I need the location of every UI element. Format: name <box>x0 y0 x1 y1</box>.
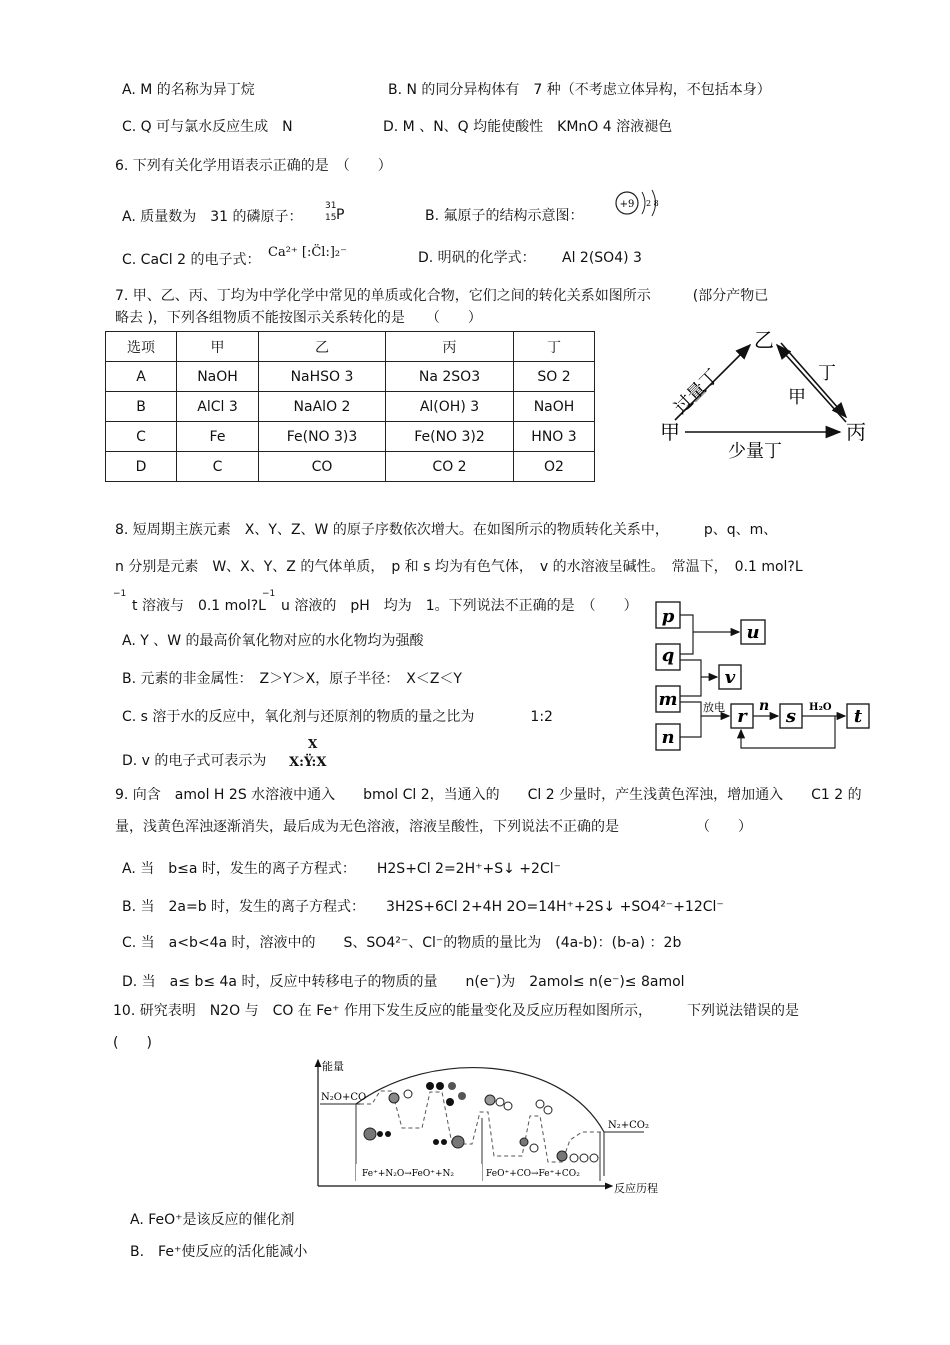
table-header: 丙 <box>386 332 514 362</box>
q9-option-d: D. 当 a≤ b≤ 4a 时，反应中转移电子的物质的量 n(e⁻)为 2amol≤ n(e⁻)≤ 8amol <box>122 974 685 990</box>
q8-superscript: −1 <box>262 589 276 599</box>
q6-cacl2-electron-formula: Ca²⁺ [:C̈l:]₂⁻ <box>268 245 347 260</box>
q5-option-b: B. N 的同分异构体有 7 种（不考虑立体异构，不包括本身） <box>388 82 771 98</box>
table-header-row <box>106 332 595 362</box>
label-end: N₂+CO₂ <box>608 1120 649 1131</box>
label-n-arrow: n <box>759 698 770 714</box>
node-bing: 丙 <box>846 420 866 444</box>
q8-option-d: D. v 的电子式可表示为 <box>122 753 267 769</box>
table-row <box>106 362 595 392</box>
label-h2o: H₂O <box>809 702 832 713</box>
node-m: m <box>658 689 678 710</box>
q9-stem-line1: 9. 向含 amol H 2S 水溶液中通入 bmol Cl 2，当通入的 Cl 2 少量时，产生浅黄色浑浊，增加通入 C1 2 的 <box>115 787 862 803</box>
fluorine-nucleus: +9 <box>619 199 635 210</box>
node-jia: 甲 <box>660 420 680 444</box>
fluorine-atom-diagram <box>612 188 664 222</box>
table-cell: Fe(NO 3)2 <box>386 422 514 452</box>
axis-label-progress: 反应历程 <box>614 1182 658 1195</box>
q5-option-a: A. M 的名称为异丁烷 <box>122 82 255 98</box>
table-cell: CO 2 <box>386 452 514 482</box>
q7-stem-line1: 7. 甲、乙、丙、丁均为中学化学中常见的单质或化合物，它们之间的转化关系如图所示 (部分产物已 <box>115 288 769 304</box>
q5-option-d: D. M 、N、Q 均能使酸性 KMnO 4 溶液褪色 <box>383 119 673 135</box>
molecule-atom <box>389 1093 399 1103</box>
table-cell: Fe(NO 3)3 <box>259 422 386 452</box>
q6-mass-number: 31 <box>325 201 337 211</box>
q8-transformation-diagram <box>653 598 871 756</box>
table-cell: NaAlO 2 <box>259 392 386 422</box>
node-n: n <box>661 727 675 748</box>
q8-superscript: −1 <box>113 589 127 599</box>
q8-option-c: C. s 溶于水的反应中，氧化剂与还原剂的物质的量之比为 1:2 <box>122 709 553 725</box>
q10-energy-diagram <box>312 1056 667 1198</box>
q10-option-b: B. Fe⁺使反应的活化能减小 <box>130 1244 308 1260</box>
q8-stem-line1: 8. 短周期主族元素 X、Y、Z、W 的原子序数依次增大。在如图所示的物质转化关系中， p、q、m、 <box>115 522 778 538</box>
fluorine-shells: 2 8 <box>646 199 659 208</box>
q8-option-b: B. 元素的非金属性： Z＞Y＞X，原子半径： X＜Z＜Y <box>122 671 462 687</box>
q10-option-a: A. FeO⁺是该反应的催化剂 <box>130 1212 295 1228</box>
q6-option-b: B. 氟原子的结构示意图： <box>425 208 584 224</box>
q10-stem-line1: 10. 研究表明 N2O 与 CO 在 Fe⁺ 作用下发生反应的能量变化及反应历程如图所示， 下列说法错误的是 <box>113 1003 799 1019</box>
table-cell: C <box>177 452 259 482</box>
q6-option-a: A. 质量数为 31 的磷原子： <box>122 209 303 225</box>
node-r: r <box>737 706 747 727</box>
q8-v-formula-top: X <box>308 737 318 751</box>
q6-stem: 6. 下列有关化学用语表示正确的是 （ ） <box>115 158 392 174</box>
label-discharge: 放电 <box>703 701 725 714</box>
table-cell: CO <box>259 452 386 482</box>
label-excess-ding: 过量丁 <box>670 365 724 419</box>
label-ding: 丁 <box>818 363 836 384</box>
table-cell: NaHSO 3 <box>259 362 386 392</box>
q6-atomic-number: 15 <box>325 213 337 223</box>
q9-option-b: B. 当 2a=b 时，发生的离子方程式： 3H2S+6Cl 2+4H 2O=14H⁺+2S↓ +SO4²⁻+12Cl⁻ <box>122 899 724 915</box>
table-row <box>106 392 595 422</box>
label-jia-edge: 甲 <box>788 387 806 408</box>
table-header: 选项 <box>106 332 177 362</box>
label-step1: Fe⁺+N₂O→FeO⁺+N₂ <box>362 1169 455 1179</box>
q6-option-d: D. 明矾的化学式： <box>418 250 536 266</box>
table-cell: B <box>106 392 177 422</box>
node-u: u <box>746 622 760 643</box>
table-header: 乙 <box>259 332 386 362</box>
node-q: q <box>661 645 675 666</box>
table-cell: HNO 3 <box>514 422 595 452</box>
table-header: 甲 <box>177 332 259 362</box>
q8-stem-line3: t 溶液与 0.1 mol?L <box>132 598 266 614</box>
table-cell: Fe <box>177 422 259 452</box>
table-cell: NaOH <box>514 392 595 422</box>
table-cell: O2 <box>514 452 595 482</box>
node-t: t <box>853 706 863 727</box>
label-start: N₂O+CO <box>321 1092 367 1103</box>
node-yi: 乙 <box>754 328 774 352</box>
node-p: p <box>661 606 675 627</box>
table-cell: SO 2 <box>514 362 595 392</box>
table-cell: C <box>106 422 177 452</box>
q7-stem-line2: 略去 )，下列各组物质不能按图示关系转化的是 （ ） <box>115 310 482 326</box>
q6-phosphorus-symbol: P <box>336 207 345 223</box>
q8-stem-line3b: u 溶液的 pH 均为 1。下列说法不正确的是 （ ） <box>281 598 638 614</box>
q8-stem-line2: n 分别是元素 W、X、Y、Z 的气体单质， p 和 s 均为有色气体， v 的水溶液呈碱性。 常温下， 0.1 mol?L <box>115 559 803 575</box>
q7-conversion-diagram <box>650 325 880 465</box>
q9-option-c: C. 当 a<b<4a 时，溶液中的 S、SO4²⁻、Cl⁻的物质的量比为 (4a-b)：(b-a) ：2b <box>122 935 682 951</box>
table-row <box>106 452 595 482</box>
table-row <box>106 422 595 452</box>
table-cell: Al(OH) 3 <box>386 392 514 422</box>
node-s: s <box>785 706 797 727</box>
node-v: v <box>724 667 736 688</box>
q10-stem-line2: ( ) <box>113 1035 152 1051</box>
q7-options-table <box>105 331 595 482</box>
table-cell: Na 2SO3 <box>386 362 514 392</box>
label-step2: FeO⁺+CO→Fe⁺+CO₂ <box>486 1169 580 1179</box>
table-cell: D <box>106 452 177 482</box>
table-header: 丁 <box>514 332 595 362</box>
axis-label-energy: 能量 <box>322 1060 344 1073</box>
q6-option-c: C. CaCl 2 的电子式： <box>122 252 261 268</box>
q9-option-a: A. 当 b≤a 时，发生的离子方程式： H2S+Cl 2=2H⁺+S↓ +2Cl⁻ <box>122 861 561 877</box>
label-little-ding: 少量丁 <box>728 441 782 462</box>
q6-alum-formula: Al 2(SO4) 3 <box>562 250 642 266</box>
q5-option-c: C. Q 可与氯水反应生成 N <box>122 119 293 135</box>
q8-v-electron-formula: X:Ÿ:X <box>289 755 327 770</box>
table-cell: NaOH <box>177 362 259 392</box>
table-cell: AlCl 3 <box>177 392 259 422</box>
q9-stem-line2: 量，浅黄色浑浊逐渐消失，最后成为无色溶液，溶液呈酸性，下列说法不正确的是 （ ） <box>115 819 752 835</box>
table-cell: A <box>106 362 177 392</box>
q8-option-a: A. Y 、W 的最高价氧化物对应的水化物均为强酸 <box>122 633 424 649</box>
